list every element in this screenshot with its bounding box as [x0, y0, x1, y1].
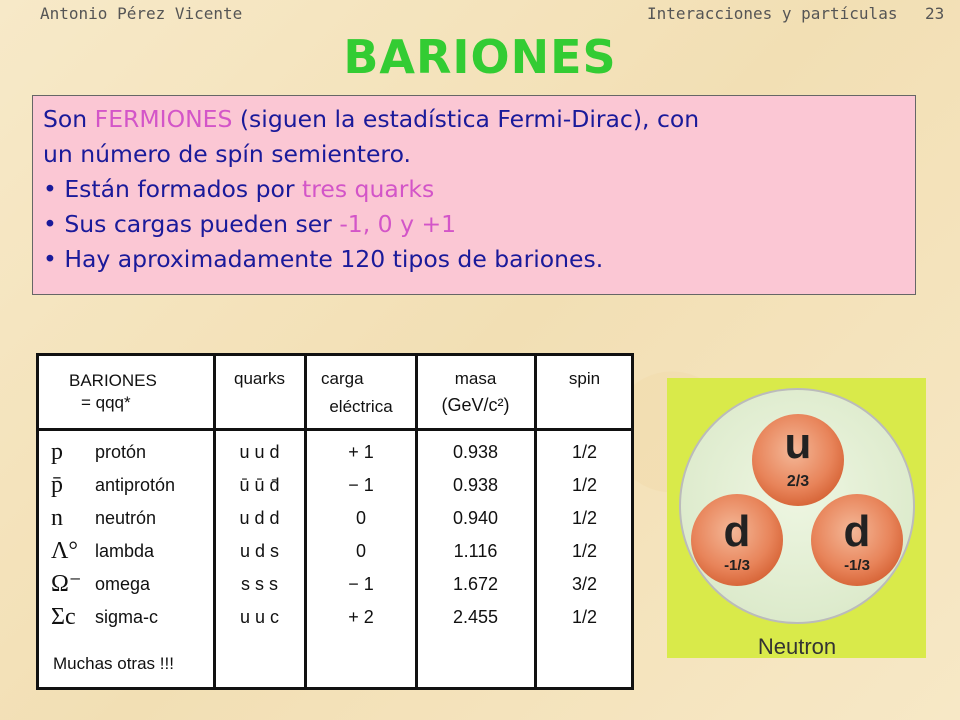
- footer-note: Muchas otras !!!: [53, 654, 174, 673]
- header-carga: carga: [321, 369, 364, 388]
- particle-quarks: u u c: [239, 607, 280, 627]
- particle-symbol: n: [51, 505, 63, 531]
- quark-d-right-charge: -1/3: [844, 557, 870, 574]
- col-divider: [213, 356, 216, 687]
- slide-title: BARIONES: [343, 30, 617, 84]
- particle-quarks: ū ū d̄: [239, 475, 280, 495]
- quark-u-label: u: [784, 419, 812, 468]
- charges-highlight: -1, 0 y +1: [339, 210, 457, 238]
- particle-quarks: u d d: [239, 508, 280, 528]
- particle-name: protón: [95, 442, 147, 462]
- quark-d-left-label: d: [723, 507, 751, 556]
- bullet-quarks: [43, 172, 905, 207]
- header-masa: masa: [454, 369, 497, 388]
- particle-spin: 1/2: [571, 541, 598, 561]
- info-box: [32, 95, 916, 295]
- bullet-charges: [43, 207, 905, 242]
- info-line-1-pre: Son: [43, 105, 95, 133]
- particle-charge: 0: [355, 508, 366, 528]
- particle-mass: 1.672: [452, 574, 499, 594]
- section-title: Interacciones y partículas: [647, 4, 898, 23]
- author-name: Antonio Pérez Vicente: [40, 4, 243, 23]
- tres-quarks-highlight: tres quarks: [302, 175, 435, 203]
- neutron-caption: Neutron: [757, 634, 837, 658]
- header-electrica: eléctrica: [329, 397, 393, 416]
- particle-spin: 3/2: [571, 574, 598, 594]
- particle-name: lambda: [95, 541, 155, 561]
- particle-mass: 2.455: [452, 607, 499, 627]
- info-line-1-post: (siguen la estadística Fermi-Dirac), con: [232, 105, 700, 133]
- particle-quarks: u d s: [239, 541, 280, 561]
- particle-quarks: u u d: [239, 442, 280, 462]
- bullet-count: • Hay aproximadamente 120 tipos de bariones.: [43, 245, 604, 273]
- particle-mass: 0.940: [452, 508, 499, 528]
- header-qqq: = qqq*: [81, 393, 131, 412]
- quark-u-charge: 2/3: [786, 473, 810, 490]
- info-line-2: un número de spín semientero.: [43, 140, 412, 168]
- header-masa-units: (GeV/c²): [441, 395, 510, 415]
- bullet-charges-text: • Sus cargas pueden ser: [43, 210, 340, 238]
- particle-mass: 0.938: [452, 442, 499, 462]
- neutron-svg: [667, 378, 926, 658]
- particle-spin: 1/2: [571, 475, 598, 495]
- fermiones-highlight: FERMIONES: [94, 105, 233, 133]
- quark-d-left-charge: -1/3: [724, 557, 750, 574]
- particle-name: sigma-c: [95, 607, 159, 627]
- particle-symbol: Λ°: [51, 538, 78, 564]
- quark-d-right-label: d: [843, 507, 871, 556]
- col-divider: [534, 356, 537, 687]
- particle-spin: 1/2: [571, 442, 598, 462]
- header-spin: spin: [568, 369, 601, 388]
- header-quarks: quarks: [233, 369, 286, 388]
- particle-mass: 0.938: [452, 475, 499, 495]
- baryon-table: [36, 353, 634, 690]
- particle-mass: 1.116: [453, 541, 498, 561]
- particle-symbol: Ω⁻: [51, 571, 82, 597]
- particle-name: omega: [95, 574, 151, 594]
- particle-spin: 1/2: [571, 508, 598, 528]
- particle-charge: + 1: [348, 442, 374, 462]
- header-baryons: BARIONES: [69, 371, 157, 390]
- neutron-diagram: [667, 378, 926, 658]
- particle-symbol: Σc: [51, 604, 76, 630]
- particle-name: neutrón: [95, 508, 157, 528]
- particle-quarks: s s s: [240, 574, 278, 594]
- particle-charge: + 2: [348, 607, 374, 627]
- particle-spin: 1/2: [571, 607, 598, 627]
- particle-charge: − 1: [348, 475, 374, 495]
- particle-charge: − 1: [348, 574, 374, 594]
- col-divider: [415, 356, 418, 687]
- info-line-1: [43, 102, 905, 137]
- bullet-quarks-text: • Están formados por: [43, 175, 303, 203]
- header-divider: [39, 428, 631, 431]
- page-number: 23: [925, 4, 945, 23]
- col-divider: [304, 356, 307, 687]
- particle-charge: 0: [355, 541, 366, 561]
- particle-symbol: p̄: [51, 472, 63, 498]
- particle-name: antiprotón: [95, 475, 176, 495]
- particle-symbol: p: [51, 439, 63, 465]
